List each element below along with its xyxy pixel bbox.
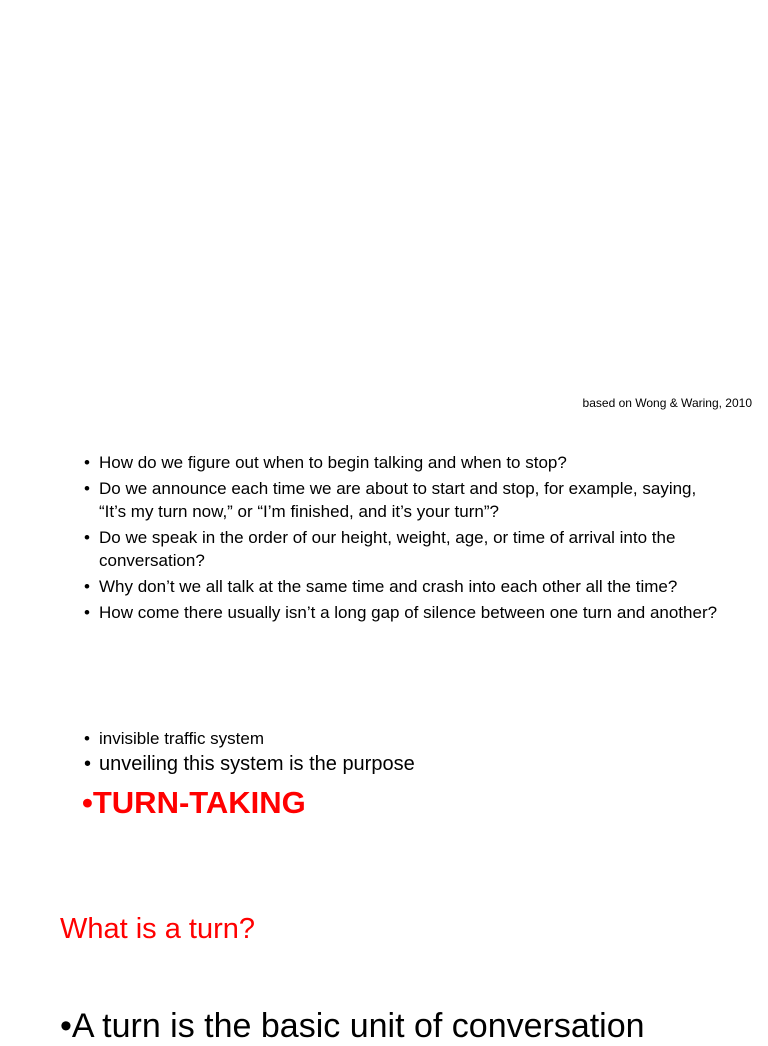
question-text: Do we speak in the order of our height, weight, age, or time of arrival into the conversation? <box>99 528 676 570</box>
bullet-icon: • <box>84 479 90 498</box>
question-item <box>84 451 724 474</box>
question-item <box>84 526 724 572</box>
question-list <box>84 451 724 627</box>
what-is-a-turn-heading: What is a turn? <box>60 913 256 945</box>
question-text: How come there usually isn’t a long gap of silence between one turn and another? <box>99 603 718 622</box>
system-point <box>84 751 684 778</box>
system-point <box>84 727 684 751</box>
system-points-list <box>84 727 684 778</box>
question-item <box>84 575 724 598</box>
bullet-icon: • <box>84 577 90 596</box>
question-item <box>84 477 724 523</box>
question-text: Do we announce each time we are about to start and stop, for example, saying, “It’s my turn now,” or “I’m finished, and it’s your turn”? <box>99 479 697 521</box>
bullet-icon: • <box>84 603 90 622</box>
bullet-icon: • <box>84 753 92 775</box>
source-citation: based on Wong & Waring, 2010 <box>582 396 752 410</box>
bullet-icon: • <box>84 729 90 748</box>
system-point-text: unveiling this system is the purpose <box>99 753 415 775</box>
question-text: Why don’t we all talk at the same time and crash into each other all the time? <box>99 577 678 596</box>
question-text: How do we figure out when to begin talking and when to stop? <box>99 453 567 472</box>
turn-taking-heading: •TURN-TAKING <box>82 785 306 820</box>
bullet-icon: • <box>84 528 90 547</box>
turn-definition-line: •A turn is the basic unit of conversation <box>60 1007 645 1045</box>
system-point-text: invisible traffic system <box>99 729 265 748</box>
bullet-icon: • <box>84 453 90 472</box>
question-item <box>84 601 724 624</box>
